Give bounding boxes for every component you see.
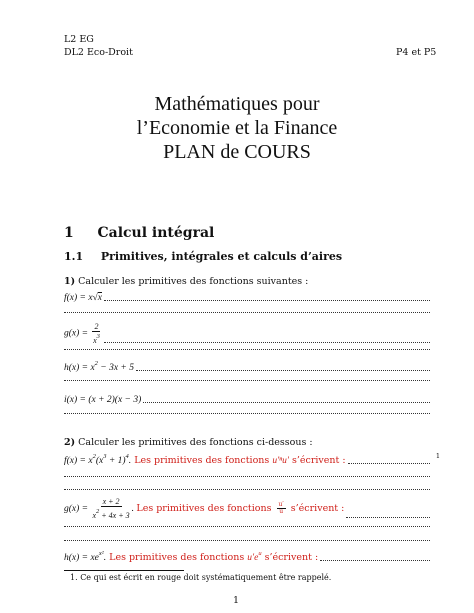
header-class: L2 EG — [64, 34, 94, 45]
title-line-1: Mathématiques pour — [154, 93, 320, 115]
function-i: i(x) = (x + 2)(x − 3) — [64, 395, 142, 405]
footnote-mark[interactable]: 1 — [435, 452, 440, 460]
page-number: 1 — [233, 595, 240, 606]
answer-line[interactable] — [64, 526, 430, 527]
g-denominator: $x^3$ — [93, 333, 100, 345]
function-h: $h(x) = x^2 - 3x + 5$ — [64, 360, 134, 373]
section-title: Calcul intégral — [97, 225, 215, 241]
subsection-number: 1.1 — [64, 250, 84, 263]
section-number: 1 — [64, 225, 74, 241]
function-f2: $f(x) = x^2(x^3 + 1)^4$. — [64, 453, 132, 466]
title-line-3: PLAN de COURS — [163, 141, 311, 163]
answer-line-h2[interactable] — [64, 551, 430, 563]
answer-line-f[interactable] — [64, 291, 430, 303]
answer-line-f2[interactable] — [64, 452, 440, 466]
part2-text: Calculer les primitives des fonctions ci-dessous : — [78, 437, 313, 448]
answer-line-h[interactable] — [64, 361, 430, 373]
section-heading — [64, 225, 214, 241]
note-f2: Les primitives des fonctions u′ⁿu′ s’écrivent : — [134, 455, 346, 466]
subsection-heading — [64, 250, 342, 263]
answer-line[interactable] — [64, 489, 430, 490]
answer-line[interactable] — [64, 476, 430, 477]
header-course: DL2 Eco-Droit — [64, 47, 133, 58]
note-g2: Les primitives des fonctions $\frac{u'}{u}$ s’écrivent : — [136, 500, 345, 515]
part1-instruction — [64, 276, 308, 287]
g-numerator: 2 — [94, 322, 99, 331]
footnote-number: 1. — [70, 573, 78, 582]
title-line-2: l’Economie et la Finance — [136, 117, 338, 139]
function-g: g(x) = $\frac{2}{x^3}$ — [64, 322, 100, 345]
answer-line[interactable] — [64, 349, 430, 350]
answer-line-g2[interactable] — [64, 497, 430, 520]
answer-line[interactable] — [64, 312, 430, 313]
function-f: f(x) = x√x — [64, 293, 102, 303]
subsection-title: Primitives, intégrales et calculs d’aires — [100, 250, 343, 263]
answer-line[interactable] — [64, 413, 430, 414]
answer-line[interactable] — [64, 540, 430, 541]
part1-label: 1) — [64, 276, 76, 287]
g2-numerator: x + 2 — [102, 497, 120, 506]
answer-line-i[interactable] — [64, 393, 430, 405]
answer-line[interactable] — [64, 380, 430, 381]
note-h2: Les primitives des fonctions $u'e^u$ s’écrivent : — [109, 550, 319, 563]
footnote-rule — [64, 570, 184, 571]
function-h2: $h(x) = xe^{x^2}$. — [64, 550, 107, 563]
header-pages: P4 et P5 — [396, 47, 437, 58]
part2-label: 2) — [64, 437, 76, 448]
g2-denominator: $x^2 + 4x + 3$ — [92, 508, 130, 520]
footnote-text: Ce qui est écrit en rouge doit systématiquement être rappelé. — [80, 573, 332, 582]
answer-line-g[interactable] — [64, 322, 430, 345]
part2-instruction — [64, 437, 313, 448]
footnote — [70, 573, 331, 582]
part1-text: Calculer les primitives des fonctions suivantes : — [78, 276, 309, 287]
function-g2: g(x) = $\frac{x + 2}{x^2 + 4x + 3}$ . — [64, 497, 137, 520]
